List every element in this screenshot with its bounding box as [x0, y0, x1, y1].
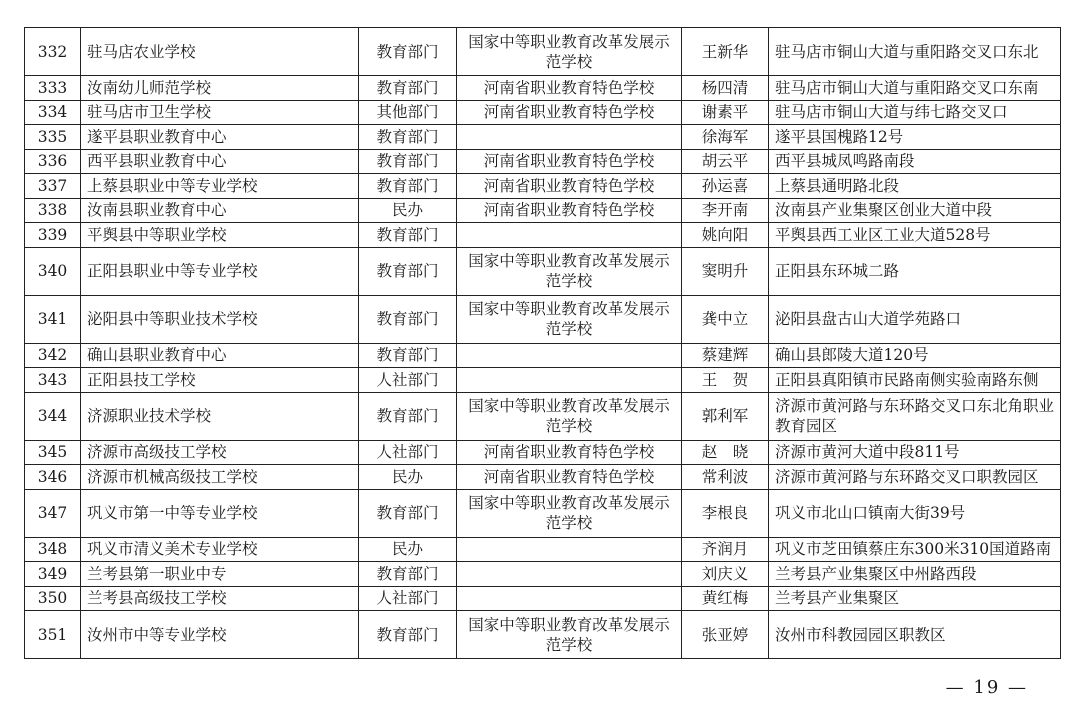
school-name-cell: 遂平县职业教育中心 — [81, 125, 359, 150]
school-name-cell: 巩义市第一中等专业学校 — [81, 489, 359, 537]
school-name-cell: 驻马店农业学校 — [81, 28, 359, 76]
row-number-cell: 338 — [25, 198, 81, 223]
principal-name-cell: 李根良 — [682, 489, 769, 537]
department-cell: 教育部门 — [359, 343, 457, 368]
school-name-cell: 济源职业技术学校 — [81, 392, 359, 440]
honor-title-cell — [457, 586, 682, 611]
department-cell: 人社部门 — [359, 586, 457, 611]
principal-name-cell: 杨四清 — [682, 76, 769, 101]
row-number-cell: 351 — [25, 611, 81, 659]
school-name-cell: 汝南县职业教育中心 — [81, 198, 359, 223]
table-body — [25, 28, 1061, 659]
school-name-cell: 兰考县第一职业中专 — [81, 562, 359, 587]
school-address-cell: 驻马店市铜山大道与重阳路交叉口东北 — [769, 28, 1061, 76]
table-row — [25, 100, 1061, 125]
school-name-cell: 正阳县技工学校 — [81, 368, 359, 393]
honor-title-cell: 河南省职业教育特色学校 — [457, 76, 682, 101]
row-number-cell: 345 — [25, 440, 81, 465]
honor-title-cell: 河南省职业教育特色学校 — [457, 174, 682, 199]
row-number-cell: 332 — [25, 28, 81, 76]
school-name-cell: 上蔡县职业中等专业学校 — [81, 174, 359, 199]
honor-title-cell: 河南省职业教育特色学校 — [457, 100, 682, 125]
table-row — [25, 562, 1061, 587]
school-address-cell: 兰考县产业集聚区中州路西段 — [769, 562, 1061, 587]
school-address-cell: 驻马店市铜山大道与重阳路交叉口东南 — [769, 76, 1061, 101]
school-name-cell: 西平县职业教育中心 — [81, 149, 359, 174]
principal-name-cell: 姚向阳 — [682, 223, 769, 248]
school-name-cell: 平舆县中等职业学校 — [81, 223, 359, 248]
honor-title-cell: 河南省职业教育特色学校 — [457, 465, 682, 490]
department-cell: 教育部门 — [359, 611, 457, 659]
honor-title-cell — [457, 537, 682, 562]
row-number-cell: 343 — [25, 368, 81, 393]
table-row — [25, 489, 1061, 537]
principal-name-cell: 李开南 — [682, 198, 769, 223]
honor-title-cell: 河南省职业教育特色学校 — [457, 149, 682, 174]
school-address-cell: 泌阳县盘古山大道学苑路口 — [769, 295, 1061, 343]
school-address-cell: 兰考县产业集聚区 — [769, 586, 1061, 611]
table-row — [25, 223, 1061, 248]
row-number-cell: 347 — [25, 489, 81, 537]
row-number-cell: 335 — [25, 125, 81, 150]
school-address-cell: 汝州市科教园园区职教区 — [769, 611, 1061, 659]
row-number-cell: 340 — [25, 247, 81, 295]
department-cell: 教育部门 — [359, 223, 457, 248]
table-row — [25, 174, 1061, 199]
row-number-cell: 337 — [25, 174, 81, 199]
principal-name-cell: 谢素平 — [682, 100, 769, 125]
school-name-cell: 兰考县高级技工学校 — [81, 586, 359, 611]
school-name-cell: 汝州市中等专业学校 — [81, 611, 359, 659]
table-row — [25, 295, 1061, 343]
row-number-cell: 339 — [25, 223, 81, 248]
school-name-cell: 济源市机械高级技工学校 — [81, 465, 359, 490]
row-number-cell: 334 — [25, 100, 81, 125]
school-address-cell: 确山县郎陵大道120号 — [769, 343, 1061, 368]
department-cell: 教育部门 — [359, 149, 457, 174]
school-address-cell: 驻马店市铜山大道与纬七路交叉口 — [769, 100, 1061, 125]
school-name-cell: 泌阳县中等职业技术学校 — [81, 295, 359, 343]
principal-name-cell: 常利波 — [682, 465, 769, 490]
row-number-cell: 341 — [25, 295, 81, 343]
principal-name-cell: 齐润月 — [682, 537, 769, 562]
row-number-cell: 349 — [25, 562, 81, 587]
table-row — [25, 392, 1061, 440]
table-row — [25, 125, 1061, 150]
table-row — [25, 586, 1061, 611]
department-cell: 教育部门 — [359, 489, 457, 537]
department-cell: 教育部门 — [359, 247, 457, 295]
honor-title-cell: 国家中等职业教育改革发展示范学校 — [457, 247, 682, 295]
school-list-table — [24, 27, 1061, 659]
honor-title-cell — [457, 368, 682, 393]
principal-name-cell: 黄红梅 — [682, 586, 769, 611]
honor-title-cell: 国家中等职业教育改革发展示范学校 — [457, 295, 682, 343]
school-address-cell: 正阳县东环城二路 — [769, 247, 1061, 295]
row-number-cell: 346 — [25, 465, 81, 490]
principal-name-cell: 龚中立 — [682, 295, 769, 343]
table-row — [25, 465, 1061, 490]
department-cell: 教育部门 — [359, 392, 457, 440]
honor-title-cell — [457, 223, 682, 248]
table-row — [25, 440, 1061, 465]
honor-title-cell — [457, 343, 682, 368]
honor-title-cell — [457, 125, 682, 150]
principal-name-cell: 赵 晓 — [682, 440, 769, 465]
principal-name-cell: 蔡建辉 — [682, 343, 769, 368]
principal-name-cell: 窦明升 — [682, 247, 769, 295]
department-cell: 人社部门 — [359, 440, 457, 465]
school-name-cell: 汝南幼儿师范学校 — [81, 76, 359, 101]
school-address-cell: 汝南县产业集聚区创业大道中段 — [769, 198, 1061, 223]
department-cell: 其他部门 — [359, 100, 457, 125]
school-name-cell: 驻马店市卫生学校 — [81, 100, 359, 125]
principal-name-cell: 张亚婷 — [682, 611, 769, 659]
school-address-cell: 正阳县真阳镇市民路南侧实验南路东侧 — [769, 368, 1061, 393]
department-cell: 教育部门 — [359, 76, 457, 101]
table-row — [25, 28, 1061, 76]
honor-title-cell: 国家中等职业教育改革发展示范学校 — [457, 392, 682, 440]
principal-name-cell: 王新华 — [682, 28, 769, 76]
school-name-cell: 巩义市清义美术专业学校 — [81, 537, 359, 562]
school-address-cell: 巩义市芝田镇蔡庄东300米310国道路南 — [769, 537, 1061, 562]
principal-name-cell: 孙运喜 — [682, 174, 769, 199]
table-row — [25, 76, 1061, 101]
department-cell: 教育部门 — [359, 125, 457, 150]
principal-name-cell: 胡云平 — [682, 149, 769, 174]
school-address-cell: 西平县城凤鸣路南段 — [769, 149, 1061, 174]
table-row — [25, 149, 1061, 174]
school-address-cell: 济源市黄河路与东环路交叉口职教园区 — [769, 465, 1061, 490]
row-number-cell: 342 — [25, 343, 81, 368]
school-address-cell: 上蔡县通明路北段 — [769, 174, 1061, 199]
table-row — [25, 537, 1061, 562]
honor-title-cell — [457, 562, 682, 587]
honor-title-cell: 国家中等职业教育改革发展示范学校 — [457, 611, 682, 659]
school-address-cell: 济源市黄河路与东环路交叉口东北角职业教育园区 — [769, 392, 1061, 440]
row-number-cell: 350 — [25, 586, 81, 611]
table-row — [25, 343, 1061, 368]
department-cell: 民办 — [359, 465, 457, 490]
table-row — [25, 247, 1061, 295]
school-name-cell: 确山县职业教育中心 — [81, 343, 359, 368]
school-address-cell: 遂平县国槐路12号 — [769, 125, 1061, 150]
page-number: — 19 — — [945, 677, 1028, 698]
department-cell: 人社部门 — [359, 368, 457, 393]
school-name-cell: 济源市高级技工学校 — [81, 440, 359, 465]
principal-name-cell: 王 贺 — [682, 368, 769, 393]
row-number-cell: 348 — [25, 537, 81, 562]
department-cell: 教育部门 — [359, 295, 457, 343]
table-row — [25, 198, 1061, 223]
row-number-cell: 333 — [25, 76, 81, 101]
school-name-cell: 正阳县职业中等专业学校 — [81, 247, 359, 295]
row-number-cell: 344 — [25, 392, 81, 440]
table-row — [25, 368, 1061, 393]
honor-title-cell: 国家中等职业教育改革发展示范学校 — [457, 489, 682, 537]
department-cell: 教育部门 — [359, 562, 457, 587]
school-address-cell: 济源市黄河大道中段811号 — [769, 440, 1061, 465]
principal-name-cell: 徐海军 — [682, 125, 769, 150]
school-address-cell: 平舆县西工业区工业大道528号 — [769, 223, 1061, 248]
department-cell: 教育部门 — [359, 28, 457, 76]
honor-title-cell: 河南省职业教育特色学校 — [457, 198, 682, 223]
department-cell: 教育部门 — [359, 174, 457, 199]
honor-title-cell: 河南省职业教育特色学校 — [457, 440, 682, 465]
row-number-cell: 336 — [25, 149, 81, 174]
principal-name-cell: 刘庆义 — [682, 562, 769, 587]
principal-name-cell: 郭利军 — [682, 392, 769, 440]
department-cell: 民办 — [359, 537, 457, 562]
department-cell: 民办 — [359, 198, 457, 223]
honor-title-cell: 国家中等职业教育改革发展示范学校 — [457, 28, 682, 76]
table-row — [25, 611, 1061, 659]
school-address-cell: 巩义市北山口镇南大街39号 — [769, 489, 1061, 537]
